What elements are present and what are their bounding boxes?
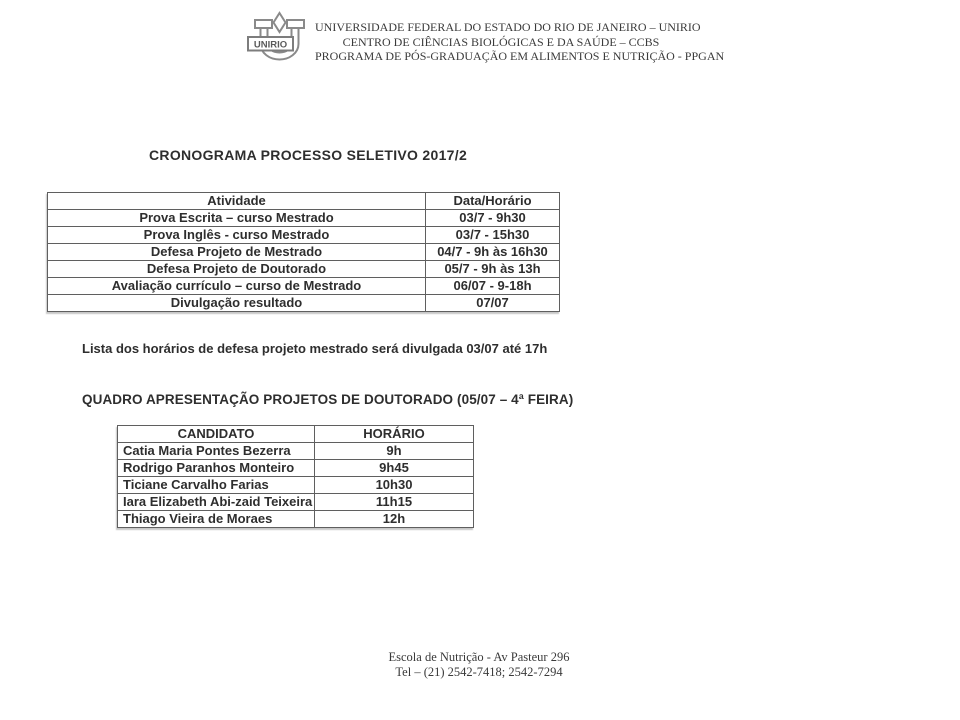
document-footer xyxy=(0,650,958,679)
document-header xyxy=(247,11,725,66)
table-cell: 04/7 - 9h às 16h30 xyxy=(426,244,560,261)
footer-address: Escola de Nutrição - Av Pasteur 296 xyxy=(388,650,570,664)
column-header: Data/Horário xyxy=(426,193,560,210)
table-cell: 12h xyxy=(315,511,474,528)
table-row xyxy=(118,460,474,477)
table-cell: 9h45 xyxy=(315,460,474,477)
institution-line-university: UNIVERSIDADE FEDERAL DO ESTADO DO RIO DE JANEIRO – UNIRIO xyxy=(315,20,701,34)
table-row xyxy=(48,295,560,312)
candidates-table xyxy=(117,425,474,528)
table-row xyxy=(48,278,560,295)
table-cell: 03/7 - 9h30 xyxy=(426,210,560,227)
table-row xyxy=(118,477,474,494)
table-cell: Defesa Projeto de Mestrado xyxy=(48,244,426,261)
column-header: CANDIDATO xyxy=(118,426,315,443)
page-title: CRONOGRAMA PROCESSO SELETIVO 2017/2 xyxy=(149,147,468,163)
logo-label: UNIRIO xyxy=(253,39,288,51)
table-row xyxy=(48,210,560,227)
diamond-icon xyxy=(274,13,286,32)
table-cell: 05/7 - 9h às 13h xyxy=(426,261,560,278)
table-cell: Ticiane Carvalho Farias xyxy=(118,477,315,494)
schedule-table xyxy=(47,192,560,312)
table-header-row xyxy=(48,193,560,210)
column-header: HORÁRIO xyxy=(315,426,474,443)
table-cell: 11h15 xyxy=(315,494,474,511)
table-cell: Defesa Projeto de Doutorado xyxy=(48,261,426,278)
table-cell: Avaliação currículo – curso de Mestrado xyxy=(48,278,426,295)
table-cell: 06/07 - 9-18h xyxy=(426,278,560,295)
table-cell: Rodrigo Paranhos Monteiro xyxy=(118,460,315,477)
table-header-row xyxy=(118,426,474,443)
table-cell: 03/7 - 15h30 xyxy=(426,227,560,244)
defense-schedule-note: Lista dos horários de defesa projeto mestrado será divulgada 03/07 até 17h xyxy=(82,341,548,356)
table-cell: Divulgação resultado xyxy=(48,295,426,312)
unirio-logo xyxy=(247,11,310,66)
presentation-heading: QUADRO APRESENTAÇÃO PROJETOS DE DOUTORADO (05/07 – 4ª FEIRA) xyxy=(82,392,574,407)
institution-lines xyxy=(315,20,725,64)
table-row xyxy=(48,227,560,244)
table-cell: Prova Inglês - curso Mestrado xyxy=(48,227,426,244)
footer-phone: Tel – (21) 2542-7418; 2542-7294 xyxy=(395,664,563,679)
table-row xyxy=(48,244,560,261)
table-row xyxy=(118,511,474,528)
institution-line-center: CENTRO DE CIÊNCIAS BIOLÓGICAS E DA SAÚDE – CCBS xyxy=(342,34,660,49)
table-cell: 9h xyxy=(315,443,474,460)
table-row xyxy=(118,443,474,460)
table-cell: Thiago Vieira de Moraes xyxy=(118,511,315,528)
column-header: Atividade xyxy=(48,193,426,210)
table-row xyxy=(48,261,560,278)
table-cell: Catia Maria Pontes Bezerra xyxy=(118,443,315,460)
table-row xyxy=(118,494,474,511)
institution-line-program: PROGRAMA DE PÓS-GRADUAÇÃO EM ALIMENTOS E NUTRIÇÃO - PPGAN xyxy=(315,49,725,63)
table-cell: 10h30 xyxy=(315,477,474,494)
table-cell: Prova Escrita – curso Mestrado xyxy=(48,210,426,227)
table-cell: 07/07 xyxy=(426,295,560,312)
table-cell: Iara Elizabeth Abi-zaid Teixeira xyxy=(118,494,315,511)
